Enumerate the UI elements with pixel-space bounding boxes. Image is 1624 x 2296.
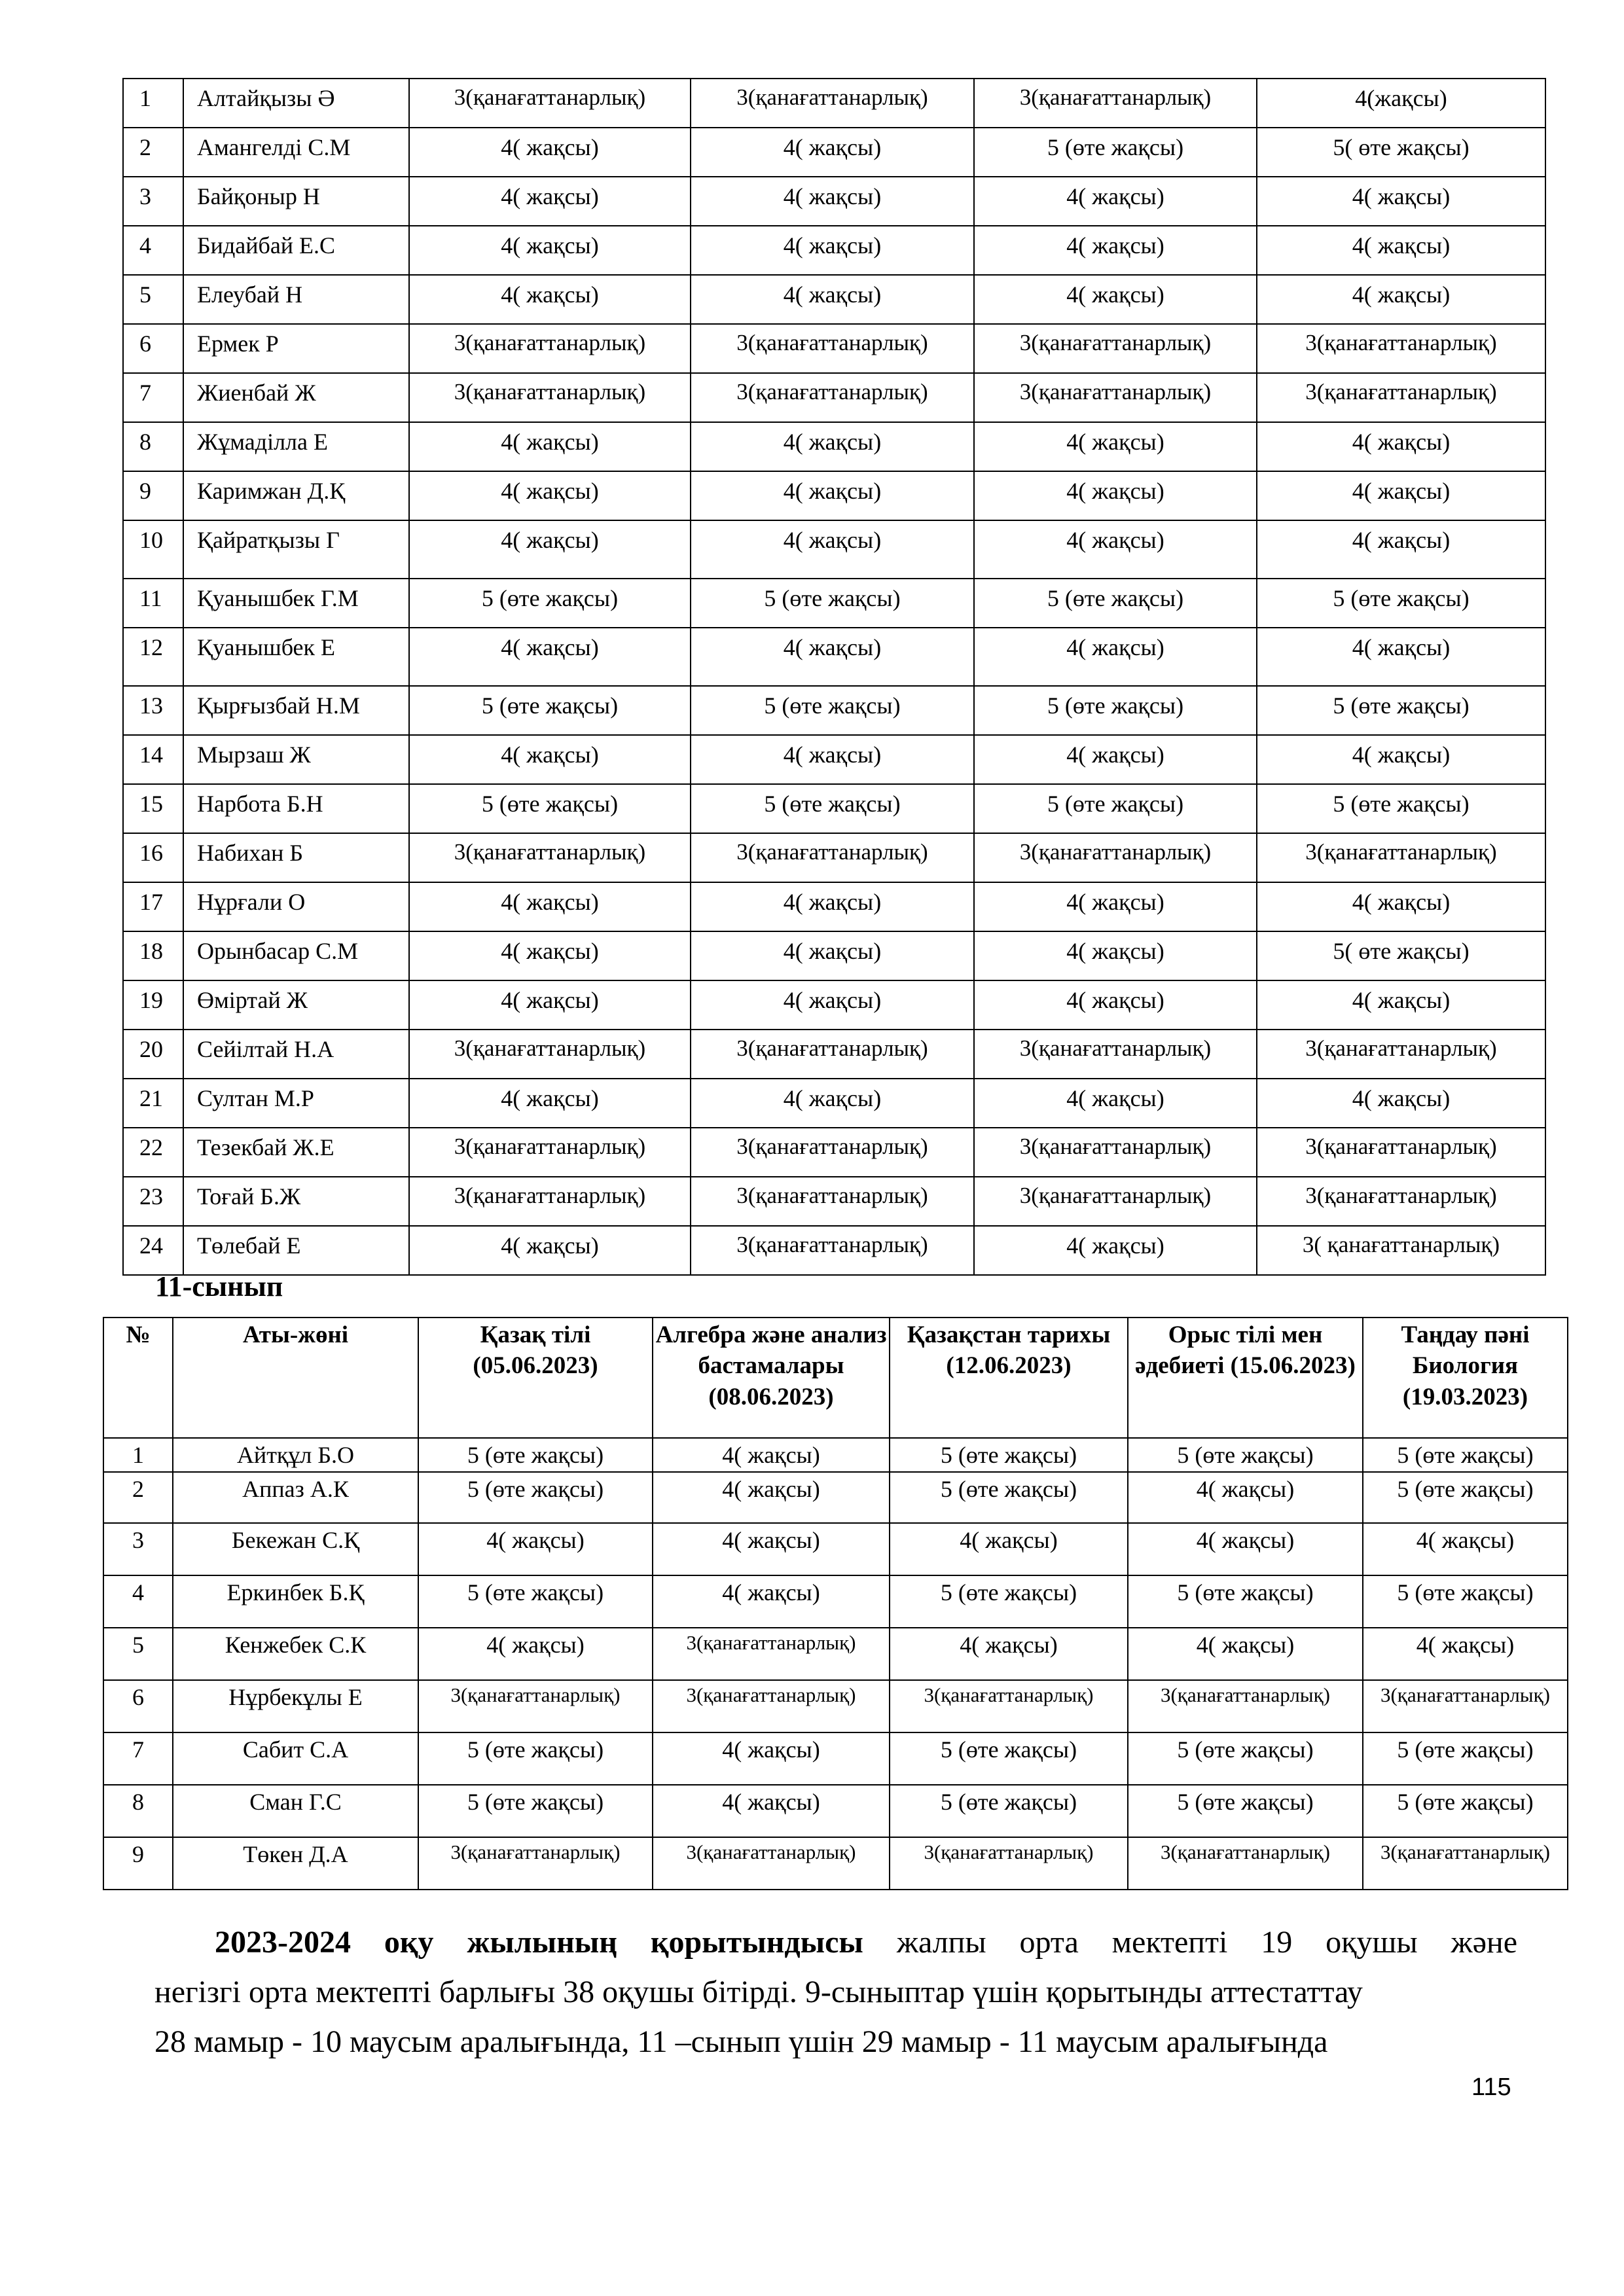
table-row bbox=[123, 177, 1545, 226]
grade-cell: 5 (өте жақсы) bbox=[418, 1575, 653, 1628]
grade-cell: 4( жақсы) bbox=[691, 735, 974, 784]
grade-cell: 5 (өте жақсы) bbox=[1128, 1785, 1363, 1837]
grade-cell: 4( жақсы) bbox=[1363, 1628, 1568, 1680]
grade-cell: 4( жақсы) bbox=[974, 1079, 1257, 1128]
grade-cell: 5 (өте жақсы) bbox=[974, 579, 1257, 628]
grade-cell: 5 (өте жақсы) bbox=[1128, 1575, 1363, 1628]
student-name: Набихан Б bbox=[183, 833, 409, 882]
header-elective-biology: Таңдау пәні Биология (19.03.2023) bbox=[1363, 1318, 1568, 1438]
grade-cell: 3(қанағаттанарлық) bbox=[409, 373, 691, 422]
grade-cell: 3(қанағаттанарлық) bbox=[691, 1030, 974, 1079]
grade-cell: 4( жақсы) bbox=[409, 1226, 691, 1275]
grade-cell: 3(қанағаттанарлық) bbox=[1363, 1680, 1568, 1732]
grade-cell: 4( жақсы) bbox=[409, 128, 691, 177]
row-number: 7 bbox=[123, 373, 183, 422]
grade-cell: 4( жақсы) bbox=[1257, 275, 1545, 324]
grade-cell: 3(қанағаттанарлық) bbox=[1257, 1177, 1545, 1226]
table-row bbox=[103, 1472, 1568, 1523]
grade-cell: 4( жақсы) bbox=[691, 471, 974, 520]
grade-cell: 5 (өте жақсы) bbox=[974, 686, 1257, 735]
student-name: Тезекбай Ж.Е bbox=[183, 1128, 409, 1177]
table-row bbox=[103, 1523, 1568, 1575]
grade-cell: 4( жақсы) bbox=[1257, 882, 1545, 931]
grade-cell: 4( жақсы) bbox=[974, 471, 1257, 520]
grade-cell: 3(қанағаттанарлық) bbox=[409, 833, 691, 882]
grade-cell: 4( жақсы) bbox=[691, 931, 974, 980]
grade-cell: 4( жақсы) bbox=[974, 177, 1257, 226]
student-name: Нарбота Б.Н bbox=[183, 784, 409, 833]
grade-cell: 4( жақсы) bbox=[409, 471, 691, 520]
table-row bbox=[123, 471, 1545, 520]
grade-cell: 4( жақсы) bbox=[691, 520, 974, 579]
grade-cell: 3(қанағаттанарлық) bbox=[409, 1128, 691, 1177]
grade-cell: 4( жақсы) bbox=[1257, 980, 1545, 1030]
grade-cell: 3(қанағаттанарлық) bbox=[974, 373, 1257, 422]
student-name: Нұрбекұлы Е bbox=[173, 1680, 418, 1732]
grade-cell: 5 (өте жақсы) bbox=[890, 1575, 1128, 1628]
grade-cell: 3(қанағаттанарлық) bbox=[974, 1030, 1257, 1079]
grades-table-11th-grade-body bbox=[103, 1438, 1568, 1890]
table-row bbox=[123, 79, 1545, 128]
grade-cell: 4( жақсы) bbox=[653, 1785, 890, 1837]
grade-cell: 3(қанағаттанарлық) bbox=[409, 1030, 691, 1079]
student-name: Султан М.Р bbox=[183, 1079, 409, 1128]
grade-cell: 4( жақсы) bbox=[1363, 1523, 1568, 1575]
grade-cell: 4( жақсы) bbox=[1257, 520, 1545, 579]
table-row bbox=[123, 784, 1545, 833]
grade-cell: 4( жақсы) bbox=[1257, 422, 1545, 471]
row-number: 20 bbox=[123, 1030, 183, 1079]
table-row bbox=[123, 275, 1545, 324]
grade-cell: 5 (өте жақсы) bbox=[409, 784, 691, 833]
row-number: 2 bbox=[123, 128, 183, 177]
row-number: 9 bbox=[103, 1837, 173, 1890]
student-name: Бекежан С.Қ bbox=[173, 1523, 418, 1575]
grade-cell: 3(қанағаттанарлық) bbox=[974, 1128, 1257, 1177]
row-number: 17 bbox=[123, 882, 183, 931]
grade-cell: 3(қанағаттанарлық) bbox=[1363, 1837, 1568, 1890]
grade-cell: 4( жақсы) bbox=[653, 1732, 890, 1785]
student-name: Айтқұл Б.О bbox=[173, 1438, 418, 1472]
table-row bbox=[123, 1177, 1545, 1226]
row-number: 14 bbox=[123, 735, 183, 784]
grade-cell: 5 (өте жақсы) bbox=[1363, 1785, 1568, 1837]
grade-cell: 3(қанағаттанарлық) bbox=[890, 1680, 1128, 1732]
grade-cell: 4( жақсы) bbox=[974, 628, 1257, 686]
grade-cell: 3(қанағаттанарлық) bbox=[691, 833, 974, 882]
grade-cell: 3(қанағаттанарлық) bbox=[974, 79, 1257, 128]
grade-cell: 5 (өте жақсы) bbox=[409, 686, 691, 735]
grade-cell: 5 (өте жақсы) bbox=[418, 1472, 653, 1523]
row-number: 10 bbox=[123, 520, 183, 579]
table-row bbox=[123, 931, 1545, 980]
row-number: 4 bbox=[123, 226, 183, 275]
student-name: Амангелді С.М bbox=[183, 128, 409, 177]
student-name: Еркинбек Б.Қ bbox=[173, 1575, 418, 1628]
grade-cell: 5 (өте жақсы) bbox=[1257, 579, 1545, 628]
grade-cell: 3(қанағаттанарлық) bbox=[409, 324, 691, 373]
table-row bbox=[123, 882, 1545, 931]
grade-cell: 4( жақсы) bbox=[409, 422, 691, 471]
grade-cell: 4( жақсы) bbox=[418, 1628, 653, 1680]
row-number: 2 bbox=[103, 1472, 173, 1523]
grade-cell: 4( жақсы) bbox=[974, 931, 1257, 980]
grade-cell: 4( жақсы) bbox=[409, 177, 691, 226]
row-number: 8 bbox=[103, 1785, 173, 1837]
row-number: 3 bbox=[123, 177, 183, 226]
table-row bbox=[123, 1226, 1545, 1275]
student-name: Төкен Д.А bbox=[173, 1837, 418, 1890]
grade-cell: 5 (өте жақсы) bbox=[409, 579, 691, 628]
grade-cell: 5 (өте жақсы) bbox=[974, 784, 1257, 833]
grade-cell: 5 (өте жақсы) bbox=[1363, 1732, 1568, 1785]
row-number: 6 bbox=[103, 1680, 173, 1732]
table-row bbox=[103, 1785, 1568, 1837]
grades-table-9th-grade-body bbox=[123, 79, 1545, 1275]
grade-cell: 5 (өте жақсы) bbox=[890, 1438, 1128, 1472]
grade-cell: 4( жақсы) bbox=[1128, 1472, 1363, 1523]
grade-cell: 4( жақсы) bbox=[409, 735, 691, 784]
grade-cell: 3(қанағаттанарлық) bbox=[890, 1837, 1128, 1890]
student-name: Каримжан Д.Қ bbox=[183, 471, 409, 520]
grade-cell: 3(қанағаттанарлық) bbox=[1257, 833, 1545, 882]
row-number: 11 bbox=[123, 579, 183, 628]
summary-bold-lead: 2023-2024 оқу жылының қорытындысы bbox=[215, 1925, 863, 1960]
grade-cell: 4( жақсы) bbox=[1257, 471, 1545, 520]
table-row bbox=[123, 1128, 1545, 1177]
grade-cell: 5 (өте жақсы) bbox=[418, 1438, 653, 1472]
row-number: 9 bbox=[123, 471, 183, 520]
grade-cell: 3(қанағаттанарлық) bbox=[691, 1128, 974, 1177]
student-name: Нұрғали О bbox=[183, 882, 409, 931]
row-number: 22 bbox=[123, 1128, 183, 1177]
row-number: 18 bbox=[123, 931, 183, 980]
grade-cell: 3(қанағаттанарлық) bbox=[974, 324, 1257, 373]
summary-line-3: 28 мамыр - 10 маусым аралығында, 11 –сынып үшін 29 мамыр - 11 маусым аралығында bbox=[154, 2024, 1328, 2059]
student-name: Сабит С.А bbox=[173, 1732, 418, 1785]
grade-cell: 5 (өте жақсы) bbox=[691, 579, 974, 628]
class-title: 11-сынып bbox=[155, 1270, 283, 1302]
table-row bbox=[123, 686, 1545, 735]
grade-cell: 4( жақсы) bbox=[418, 1523, 653, 1575]
grade-cell: 4( жақсы) bbox=[974, 980, 1257, 1030]
header-kazakh-language: Қазақ тілі (05.06.2023) bbox=[418, 1318, 653, 1438]
table-row bbox=[123, 373, 1545, 422]
summary-line-2: негізгі орта мектепті барлығы 38 оқушы бітірді. 9-сыныптар үшін қорытынды аттестаттау bbox=[154, 1975, 1363, 2009]
student-name: Мырзаш Ж bbox=[183, 735, 409, 784]
grade-cell: 4( жақсы) bbox=[974, 226, 1257, 275]
grade-cell: 4( жақсы) bbox=[890, 1628, 1128, 1680]
row-number: 5 bbox=[103, 1628, 173, 1680]
grade-cell: 4( жақсы) bbox=[974, 882, 1257, 931]
row-number: 1 bbox=[123, 79, 183, 128]
table-row bbox=[123, 520, 1545, 579]
summary-line-1-rest: жалпы орта мектепті 19 оқушы және bbox=[896, 1925, 1518, 1960]
header-name: Аты-жөні bbox=[173, 1318, 418, 1438]
grade-cell: 3(қанағаттанарлық) bbox=[974, 833, 1257, 882]
student-name: Қуанышбек Е bbox=[183, 628, 409, 686]
grade-cell: 5 (өте жақсы) bbox=[974, 128, 1257, 177]
grade-cell: 3(қанағаттанарлық) bbox=[1128, 1837, 1363, 1890]
grade-cell: 4( жақсы) bbox=[974, 275, 1257, 324]
row-number: 15 bbox=[123, 784, 183, 833]
grades-table-11th-grade bbox=[103, 1317, 1568, 1890]
grade-cell: 5 (өте жақсы) bbox=[1363, 1472, 1568, 1523]
grade-cell: 3(қанағаттанарлық) bbox=[418, 1837, 653, 1890]
row-number: 6 bbox=[123, 324, 183, 373]
grade-cell: 3(қанағаттанарлық) bbox=[653, 1837, 890, 1890]
grade-cell: 4( жақсы) bbox=[691, 275, 974, 324]
grade-cell: 4( жақсы) bbox=[1128, 1523, 1363, 1575]
table-row bbox=[103, 1837, 1568, 1890]
grade-cell: 4( жақсы) bbox=[1257, 177, 1545, 226]
student-name: Қырғызбай Н.М bbox=[183, 686, 409, 735]
student-name: Аппаз А.К bbox=[173, 1472, 418, 1523]
header-number: № bbox=[103, 1318, 173, 1438]
student-name: Қуанышбек Г.М bbox=[183, 579, 409, 628]
summary-paragraph bbox=[154, 1918, 1517, 2067]
table-row bbox=[103, 1628, 1568, 1680]
student-name: Ермек Р bbox=[183, 324, 409, 373]
grade-cell: 5 (өте жақсы) bbox=[1363, 1575, 1568, 1628]
grade-cell: 5( өте жақсы) bbox=[1257, 128, 1545, 177]
grade-cell: 5( өте жақсы) bbox=[1257, 931, 1545, 980]
table-row bbox=[103, 1438, 1568, 1472]
grade-cell: 5 (өте жақсы) bbox=[890, 1732, 1128, 1785]
grade-cell: 4( жақсы) bbox=[691, 980, 974, 1030]
grade-cell: 4( жақсы) bbox=[691, 226, 974, 275]
grade-cell: 3(қанағаттанарлық) bbox=[653, 1680, 890, 1732]
student-name: Жұмаділла Е bbox=[183, 422, 409, 471]
student-name: Жиенбай Ж bbox=[183, 373, 409, 422]
table-row bbox=[123, 128, 1545, 177]
grade-cell: 4( жақсы) bbox=[653, 1575, 890, 1628]
grade-cell: 3(қанағаттанарлық) bbox=[1257, 373, 1545, 422]
grade-cell: 5 (өте жақсы) bbox=[890, 1785, 1128, 1837]
grade-cell: 3( қанағаттанарлық) bbox=[1257, 1226, 1545, 1275]
grade-cell: 4( жақсы) bbox=[409, 628, 691, 686]
header-algebra: Алгебра және анализ бастамалары (08.06.2023) bbox=[653, 1318, 890, 1438]
grade-cell: 4( жақсы) bbox=[409, 1079, 691, 1128]
grade-cell: 3(қанағаттанарлық) bbox=[1128, 1680, 1363, 1732]
row-number: 23 bbox=[123, 1177, 183, 1226]
table-row bbox=[123, 579, 1545, 628]
grade-cell: 3(қанағаттанарлық) bbox=[1257, 1128, 1545, 1177]
student-name: Елеубай Н bbox=[183, 275, 409, 324]
page-number: 115 bbox=[1471, 2073, 1511, 2101]
grade-cell: 3(қанағаттанарлық) bbox=[974, 1177, 1257, 1226]
grade-cell: 5 (өте жақсы) bbox=[1128, 1438, 1363, 1472]
grade-cell: 4( жақсы) bbox=[409, 226, 691, 275]
row-number: 7 bbox=[103, 1732, 173, 1785]
grade-cell: 4( жақсы) bbox=[691, 628, 974, 686]
row-number: 13 bbox=[123, 686, 183, 735]
grade-cell: 5 (өте жақсы) bbox=[691, 686, 974, 735]
student-name: Байқоныр Н bbox=[183, 177, 409, 226]
grade-cell: 4( жақсы) bbox=[409, 931, 691, 980]
table-row bbox=[123, 1079, 1545, 1128]
row-number: 24 bbox=[123, 1226, 183, 1275]
grade-cell: 5 (өте жақсы) bbox=[1363, 1438, 1568, 1472]
grade-cell: 3(қанағаттанарлық) bbox=[418, 1680, 653, 1732]
grade-cell: 4( жақсы) bbox=[691, 422, 974, 471]
grade-cell: 4(жақсы) bbox=[1257, 79, 1545, 128]
row-number: 8 bbox=[123, 422, 183, 471]
grade-cell: 4( жақсы) bbox=[691, 128, 974, 177]
student-name: Бидайбай Е.С bbox=[183, 226, 409, 275]
grade-cell: 5 (өте жақсы) bbox=[1257, 686, 1545, 735]
row-number: 12 bbox=[123, 628, 183, 686]
table-row bbox=[103, 1575, 1568, 1628]
grade-cell: 4( жақсы) bbox=[653, 1472, 890, 1523]
row-number: 16 bbox=[123, 833, 183, 882]
student-name: Сман Г.С bbox=[173, 1785, 418, 1837]
grade-cell: 5 (өте жақсы) bbox=[418, 1732, 653, 1785]
grade-cell: 3(қанағаттанарлық) bbox=[691, 79, 974, 128]
table-header-row bbox=[103, 1318, 1568, 1438]
student-name: Төлебай Е bbox=[183, 1226, 409, 1275]
grade-cell: 4( жақсы) bbox=[409, 882, 691, 931]
student-name: Тоғай Б.Ж bbox=[183, 1177, 409, 1226]
student-name: Өміртай Ж bbox=[183, 980, 409, 1030]
grade-cell: 5 (өте жақсы) bbox=[1257, 784, 1545, 833]
grade-cell: 4( жақсы) bbox=[974, 735, 1257, 784]
header-russian-language: Орыс тілі мен әдебиеті (15.06.2023) bbox=[1128, 1318, 1363, 1438]
grade-cell: 4( жақсы) bbox=[1257, 226, 1545, 275]
student-name: Алтайқызы Ә bbox=[183, 79, 409, 128]
table-row bbox=[123, 1030, 1545, 1079]
grade-cell: 3(қанағаттанарлық) bbox=[691, 324, 974, 373]
grade-cell: 4( жақсы) bbox=[1257, 628, 1545, 686]
grade-cell: 3(қанағаттанарлық) bbox=[1257, 1030, 1545, 1079]
table-row bbox=[123, 226, 1545, 275]
grade-cell: 5 (өте жақсы) bbox=[1128, 1732, 1363, 1785]
grade-cell: 3(қанағаттанарлық) bbox=[1257, 324, 1545, 373]
grade-cell: 4( жақсы) bbox=[409, 980, 691, 1030]
grade-cell: 3(қанағаттанарлық) bbox=[409, 1177, 691, 1226]
table-row bbox=[123, 833, 1545, 882]
table-row bbox=[123, 628, 1545, 686]
row-number: 5 bbox=[123, 275, 183, 324]
grade-cell: 4( жақсы) bbox=[691, 882, 974, 931]
grade-cell: 4( жақсы) bbox=[653, 1523, 890, 1575]
grade-cell: 4( жақсы) bbox=[1257, 1079, 1545, 1128]
header-kazakhstan-history: Қазақстан тарихы (12.06.2023) bbox=[890, 1318, 1128, 1438]
grades-table-9th-grade bbox=[122, 78, 1546, 1276]
summary-line-1 bbox=[154, 1918, 1517, 1967]
grade-cell: 4( жақсы) bbox=[409, 520, 691, 579]
student-name: Сейілтай Н.А bbox=[183, 1030, 409, 1079]
grade-cell: 4( жақсы) bbox=[691, 1079, 974, 1128]
grade-cell: 4( жақсы) bbox=[1257, 735, 1545, 784]
table-row bbox=[123, 735, 1545, 784]
grade-cell: 4( жақсы) bbox=[409, 275, 691, 324]
row-number: 4 bbox=[103, 1575, 173, 1628]
grade-cell: 4( жақсы) bbox=[890, 1523, 1128, 1575]
grade-cell: 3(қанағаттанарлық) bbox=[691, 1177, 974, 1226]
grade-cell: 4( жақсы) bbox=[653, 1438, 890, 1472]
grade-cell: 5 (өте жақсы) bbox=[418, 1785, 653, 1837]
grade-cell: 3(қанағаттанарлық) bbox=[691, 373, 974, 422]
grade-cell: 5 (өте жақсы) bbox=[691, 784, 974, 833]
table-row bbox=[103, 1680, 1568, 1732]
table-row bbox=[123, 324, 1545, 373]
table-row bbox=[103, 1732, 1568, 1785]
grade-cell: 4( жақсы) bbox=[691, 177, 974, 226]
row-number: 3 bbox=[103, 1523, 173, 1575]
grade-cell: 4( жақсы) bbox=[974, 1226, 1257, 1275]
grade-cell: 3(қанағаттанарлық) bbox=[653, 1628, 890, 1680]
student-name: Орынбасар С.М bbox=[183, 931, 409, 980]
grade-cell: 3(қанағаттанарлық) bbox=[691, 1226, 974, 1275]
grade-cell: 5 (өте жақсы) bbox=[890, 1472, 1128, 1523]
grade-cell: 4( жақсы) bbox=[1128, 1628, 1363, 1680]
student-name: Кенжебек С.К bbox=[173, 1628, 418, 1680]
grade-cell: 4( жақсы) bbox=[974, 422, 1257, 471]
student-name: Қайратқызы Г bbox=[183, 520, 409, 579]
grade-cell: 4( жақсы) bbox=[974, 520, 1257, 579]
row-number: 19 bbox=[123, 980, 183, 1030]
grade-cell: 3(қанағаттанарлық) bbox=[409, 79, 691, 128]
table-row bbox=[123, 422, 1545, 471]
row-number: 21 bbox=[123, 1079, 183, 1128]
row-number: 1 bbox=[103, 1438, 173, 1472]
table-row bbox=[123, 980, 1545, 1030]
